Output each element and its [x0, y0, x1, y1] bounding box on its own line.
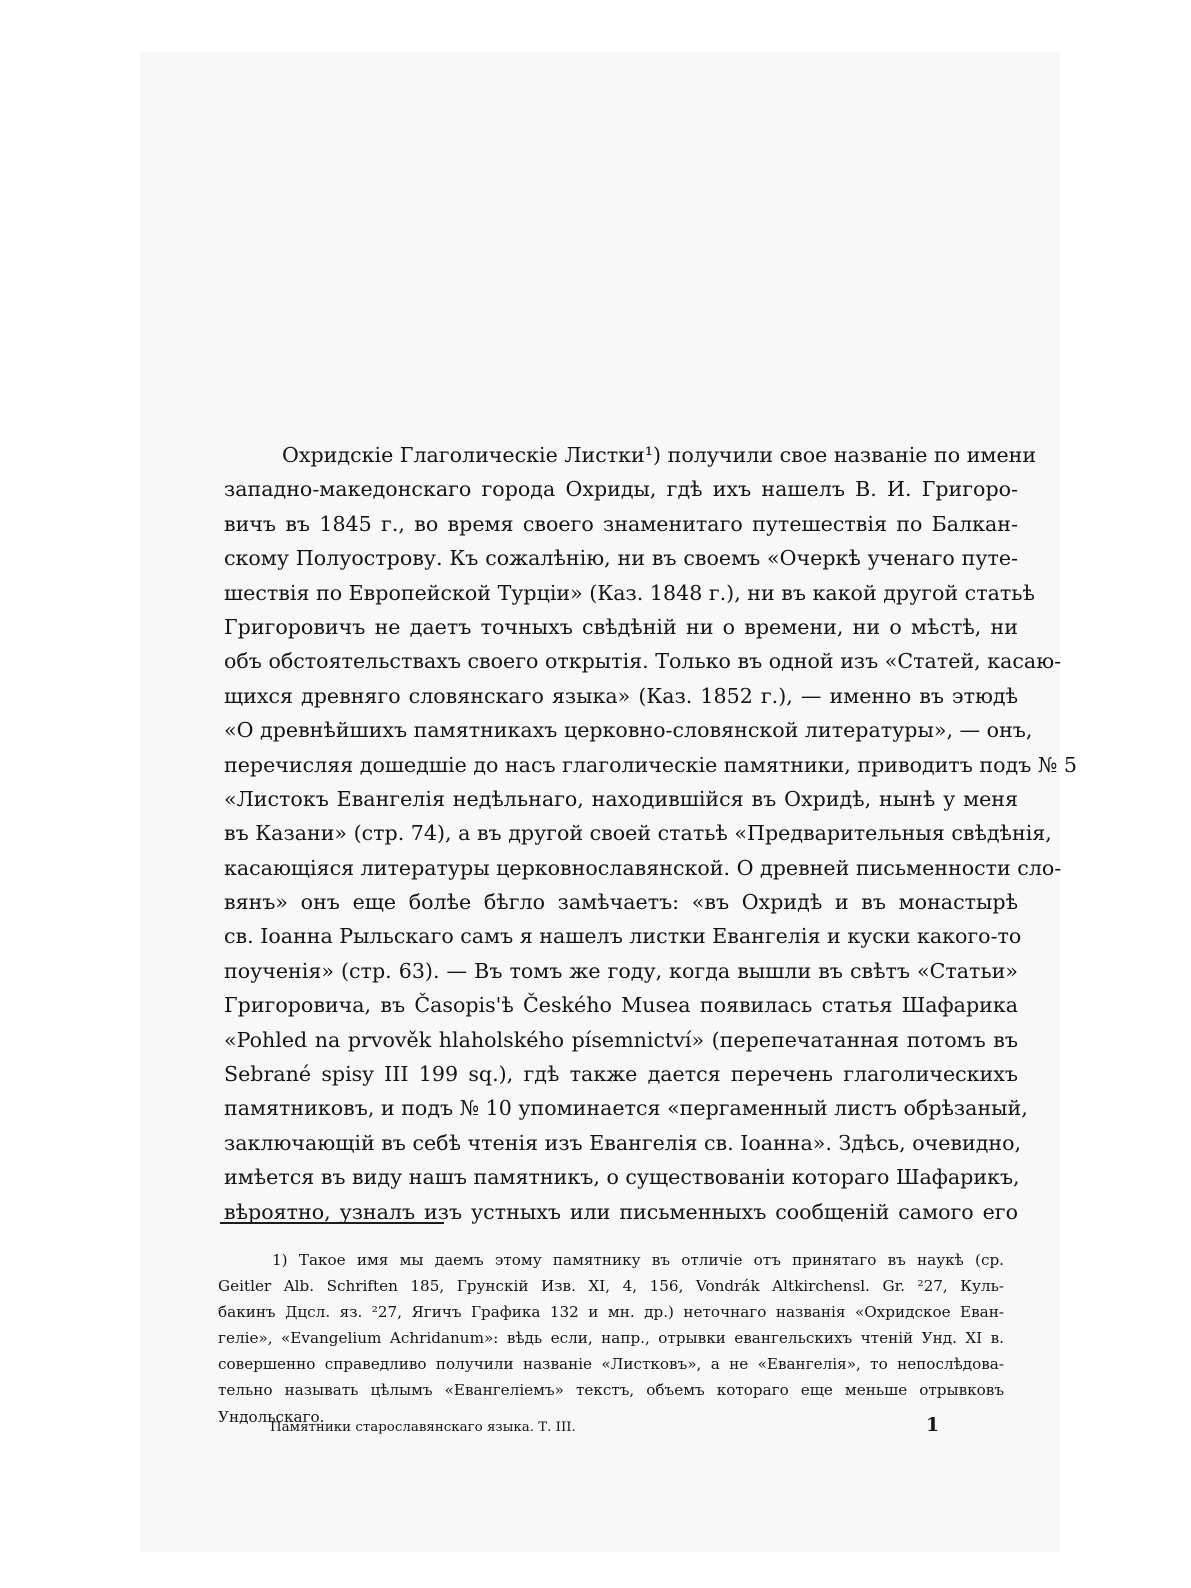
footnote-line: тельно называть цѣлымъ «Евангеліемъ» текстъ, объемъ котораго еще меньше отрывковъ: [218, 1381, 1004, 1400]
footnote-line: бакинъ Дцсл. яз. ²27, Ягичъ Графика 132 и мн. др.) неточнаго названія «Охридское Еван-: [218, 1303, 1004, 1322]
main-text: [224, 438, 1078, 1229]
text-line: Григоровичъ не даетъ точныхъ свѣдѣній ни о времени, ни о мѣстѣ, ни: [224, 614, 1018, 639]
text-line: западно-македонскаго города Охриды, гдѣ ихъ нашелъ В. И. Григоро-: [224, 477, 1018, 502]
text-line: въ Казани» (стр. 74), а въ другой своей статьѣ «Предварительныя свѣдѣнія,: [224, 821, 1052, 846]
text-line: объ обстоятельствахъ своего открытія. Только въ одной изъ «Статей, касаю-: [224, 649, 1062, 674]
text-line: Григоровича, въ Časopis'ѣ Českého Musea появилась статья Шафарика: [224, 993, 1018, 1018]
text-line: шествія по Европейской Турціи» (Каз. 1848 г.), ни въ какой другой статьѣ: [224, 580, 1035, 605]
text-line: вѣроятно, узналъ изъ устныхъ или письменныхъ сообщеній самого его: [224, 1199, 1018, 1224]
text-line: памятниковъ, и подъ № 10 упоминается «пергаменный листъ обрѣзаный,: [224, 1096, 1028, 1121]
text-line: св. Іоанна Рыльскаго самъ я нашелъ листки Евангелія и куски какого-то: [224, 924, 1022, 949]
footnote: [218, 1247, 1004, 1430]
text-line: «Pohled na prvověk hlaholského písemnictví» (перепечатанная потомъ въ: [224, 1027, 1018, 1052]
text-line: щихся древняго словянскаго языка» (Каз. 1852 г.), — именно въ этюдѣ: [224, 683, 1018, 708]
text-line: заключающій въ себѣ чтенія изъ Евангелія св. Іоанна». Здѣсь, очевидно,: [224, 1130, 1022, 1155]
footnote-line: геліе», «Evangelium Achridanum»: вѣдь если, напр., отрывки евангельскихъ чтеній Унд. XI в.: [218, 1329, 1004, 1348]
running-footer: Памятники старославянскаго языка. Т. III.: [270, 1420, 576, 1435]
text-line: перечисляя дошедшіе до насъ глаголическіе памятники, приводитъ подъ № 5: [224, 752, 1078, 777]
footnote-line: Ундольскаго.: [218, 1407, 325, 1426]
text-line: имѣется въ виду нашъ памятникъ, о существованіи котораго Шафарикъ,: [224, 1165, 1020, 1190]
text-line: «О древнѣйшихъ памятникахъ церковно-словянской литературы», — онъ,: [224, 718, 1033, 743]
text-line: скому Полуострову. Къ сожалѣнію, ни въ своемъ «Очеркѣ ученаго путе-: [224, 546, 1018, 571]
footnote-separator: [220, 1222, 444, 1224]
text-line: Sebrané spisy III 199 sq.), гдѣ также дается перечень глаголическихъ: [224, 1062, 1018, 1087]
text-line: поученія» (стр. 63). — Въ томъ же году, когда вышли въ свѣтъ «Статьи»: [224, 958, 1018, 983]
footnote-line: 1) Такое имя мы даемъ этому памятнику въ отличіе отъ принятаго въ наукѣ (ср.: [272, 1251, 1004, 1269]
footnote-line: совершенно справедливо получили названіе «Листковъ», а не «Евангелія», то непослѣдова-: [218, 1355, 1004, 1374]
text-line: вянъ» онъ еще болѣе бѣгло замѣчаетъ: «въ Охридѣ и въ монастырѣ: [224, 890, 1018, 915]
text-line: Охридскіе Глаголическіе Листки¹) получили свое названіе по имени: [282, 443, 1037, 467]
text-line: «Листокъ Евангелія недѣльнаго, находившійся въ Охридѣ, нынѣ у меня: [224, 786, 1018, 811]
page-number: 1: [926, 1414, 940, 1436]
text-line: касающіяся литературы церковнославянской. О древней письменности сло-: [224, 855, 1062, 880]
footnote-line: Geitler Alb. Schriften 185, Грунскій Изв. XI, 4, 156, Vondrák Altkirchensl. Gr. ²27, Куль-: [218, 1277, 1004, 1296]
text-line: вичъ въ 1845 г., во время своего знаменитаго путешествія по Балкан-: [224, 511, 1018, 536]
